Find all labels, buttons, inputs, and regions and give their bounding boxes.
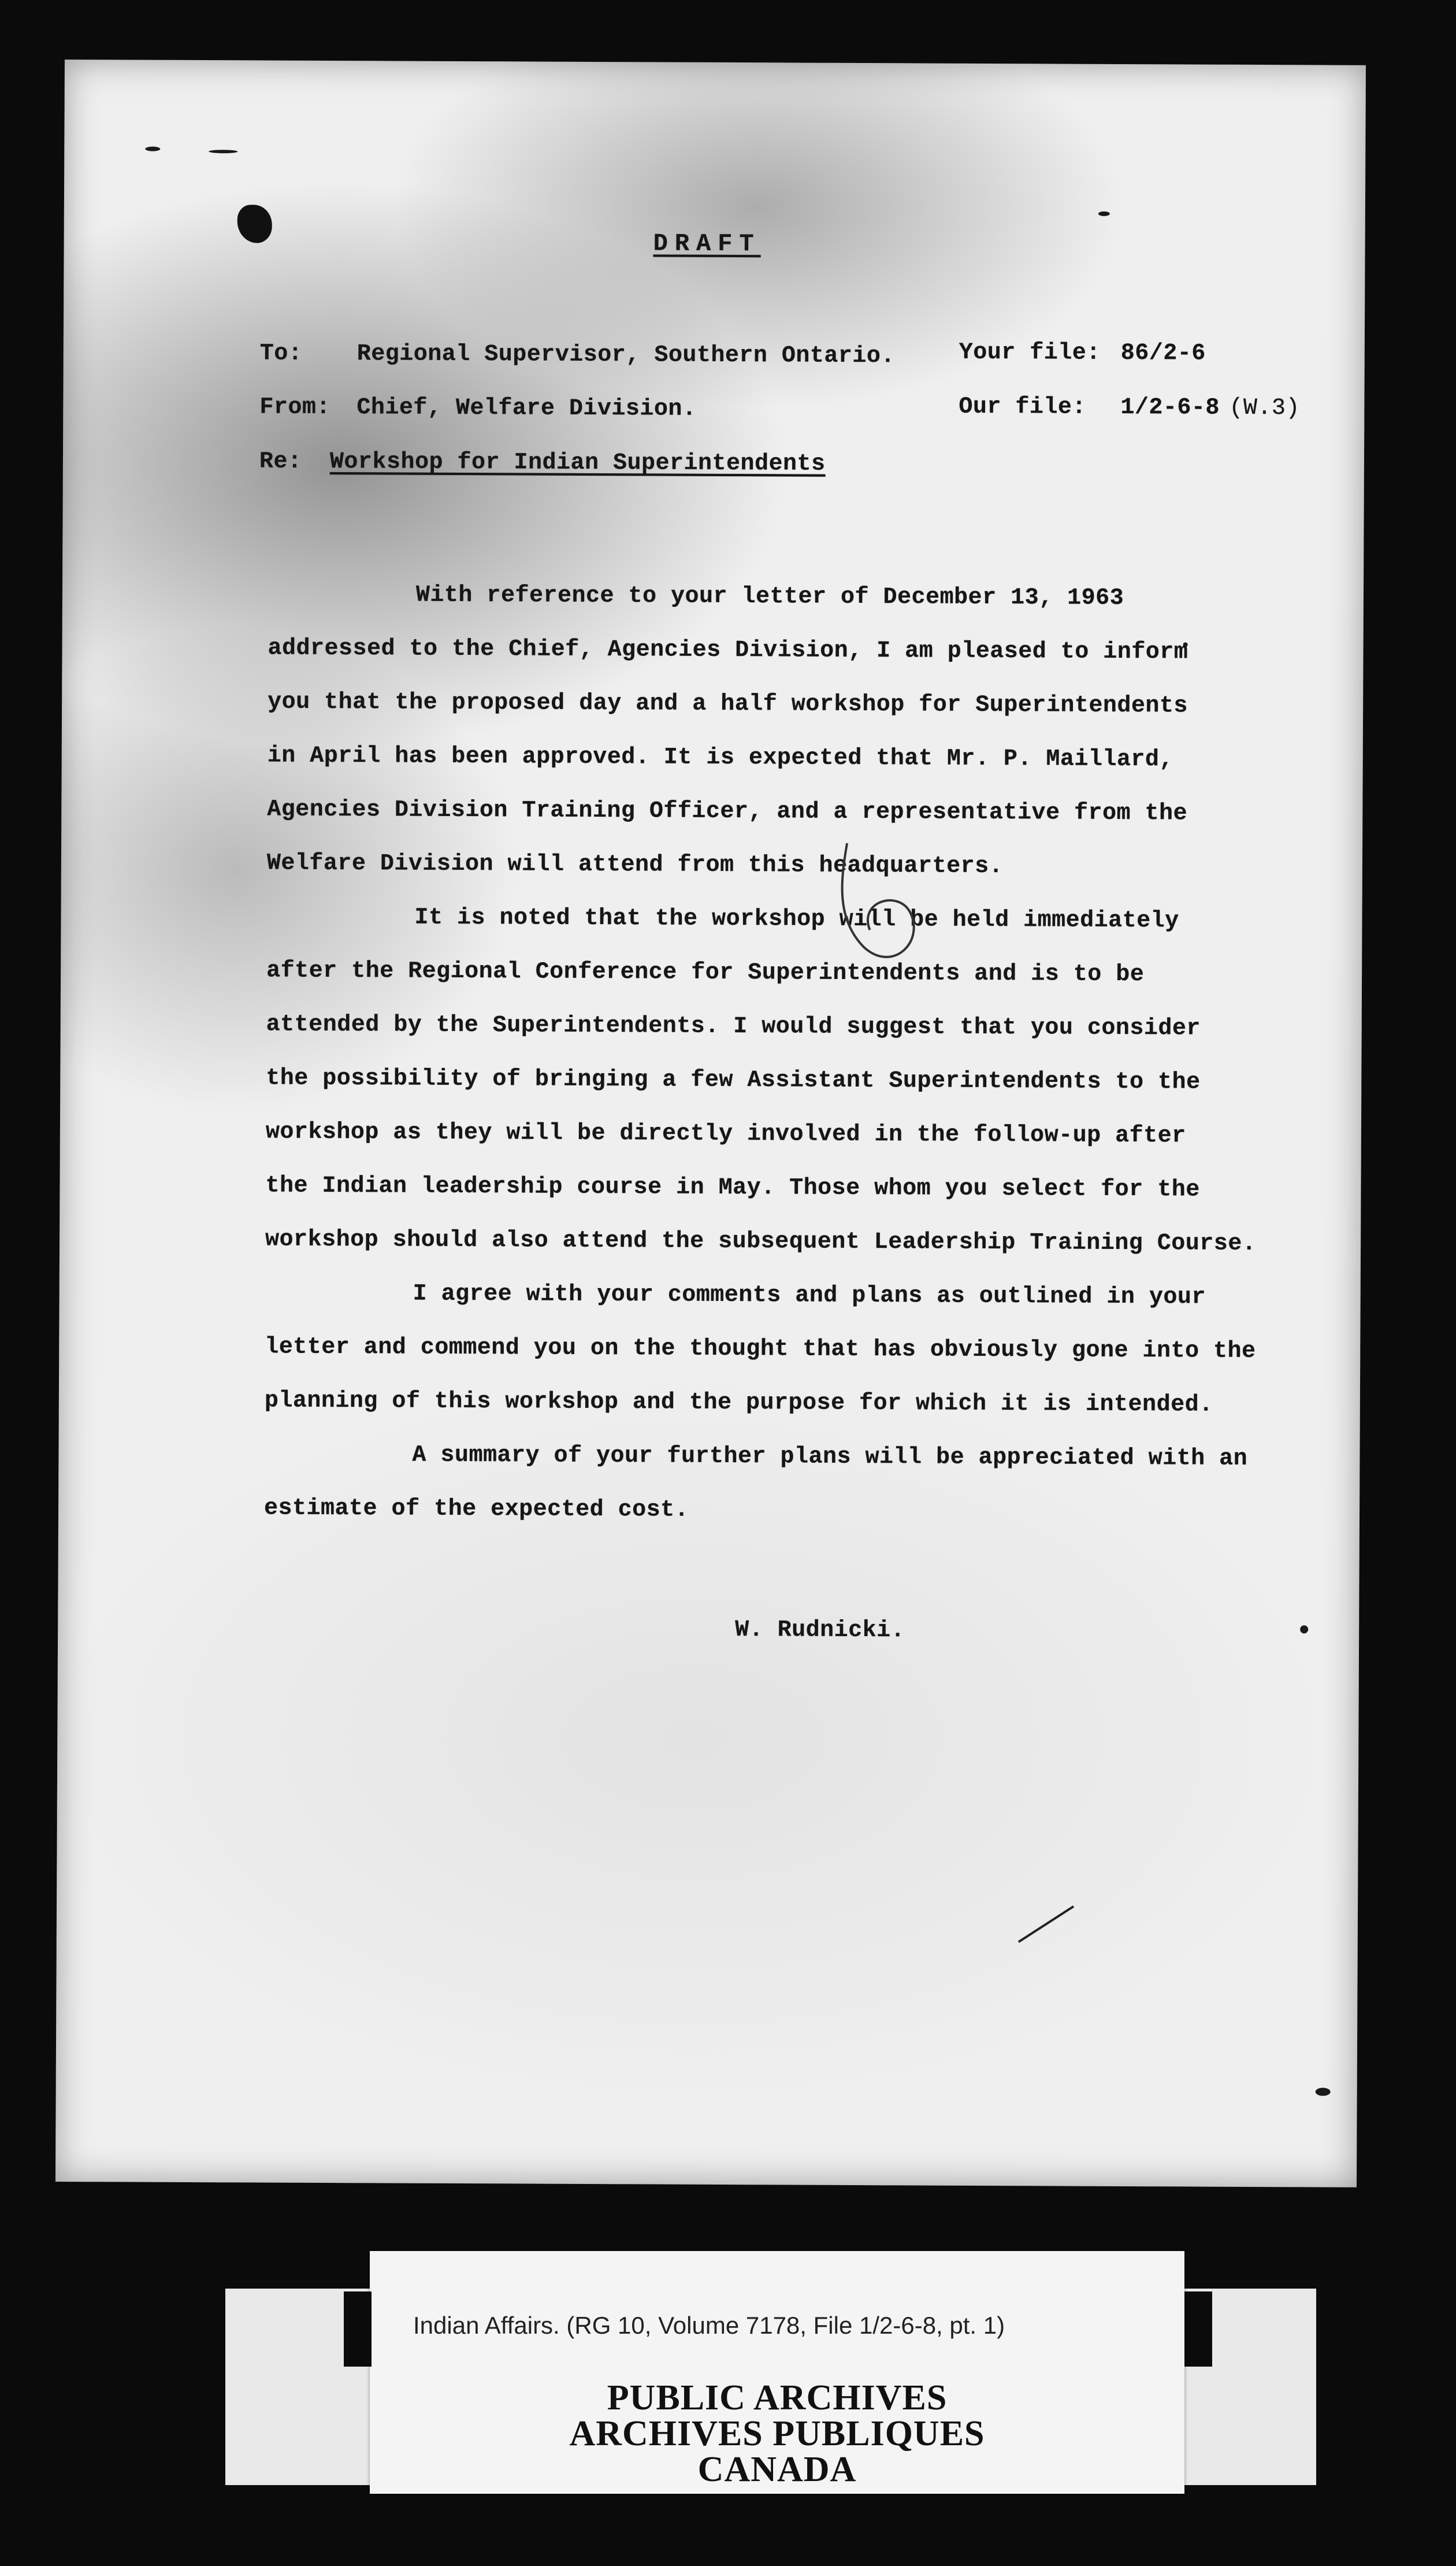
archive-country: CANADA <box>697 2450 857 2489</box>
speck <box>209 150 237 153</box>
body-line: you that the proposed day and a half workshop for Superintendents <box>268 689 1188 720</box>
our-file-value: 1/2-6-8 <box>1120 394 1220 421</box>
to-label: To: <box>259 340 303 367</box>
signature: W. Rudnicki. <box>735 1617 905 1644</box>
body-line: attended by the Superintendents. I would suggest that you consider <box>266 1011 1201 1042</box>
ink-blot <box>237 205 272 243</box>
body-line: Welfare Division will attend from this headquarters. <box>266 850 1004 880</box>
memo-title: DRAFT <box>653 229 761 258</box>
archive-name-en: PUBLIC ARCHIVES <box>607 2378 948 2417</box>
body-line: after the Regional Conference for Superintendents and is to be <box>266 958 1145 988</box>
to-value: Regional Supervisor, Southern Ontario. <box>356 341 896 370</box>
body-line: With reference to your letter of December 13, 1963 <box>415 582 1124 612</box>
body-line: Agencies Division Training Officer, and a representative from the <box>267 796 1188 827</box>
your-file-label: Your file: <box>959 339 1101 366</box>
speck <box>1300 1625 1308 1633</box>
archive-name-fr: ARCHIVES PUBLIQUES <box>569 2414 985 2453</box>
body-line: letter and commend you on the thought that has obviously gone into the <box>265 1334 1256 1365</box>
body-line: the Indian leadership course in May. Those whom you select for the <box>265 1173 1200 1203</box>
re-label: Re: <box>259 448 302 475</box>
body-line: I agree with your comments and plans as outlined in your <box>413 1281 1206 1311</box>
body-line: A summary of your further plans will be appreciated with an <box>412 1442 1248 1472</box>
re-value: Workshop for Indian Superintendents <box>329 449 826 477</box>
body-line: the possibility of bringing a few Assistant Superintendents to the <box>266 1065 1201 1096</box>
from-label: From: <box>259 394 331 421</box>
document-page <box>55 60 1366 2187</box>
body-line: addressed to the Chief, Agencies Division, I am pleased to inform <box>268 635 1188 666</box>
speck <box>1316 2087 1331 2096</box>
our-file-label: Our file: <box>959 394 1087 421</box>
archive-reference: Indian Affairs. (RG 10, Volume 7178, File 1/2-6-8, pt. 1) <box>413 2312 1005 2339</box>
body-line: planning of this workshop and the purpose for which it is intended. <box>264 1388 1213 1418</box>
body-line: It is noted that the workshop will be held immediately <box>414 904 1179 935</box>
body-line: in April has been approved. It is expected that Mr. P. Maillard, <box>267 743 1174 773</box>
our-file-note: (W.3) <box>1229 395 1301 422</box>
body-line: workshop as they will be directly involved in the follow-up after <box>265 1119 1186 1149</box>
label-tab <box>1184 2291 1212 2367</box>
body-line: workshop should also attend the subsequent Leadership Training Course. <box>265 1226 1257 1258</box>
speck <box>1098 212 1110 216</box>
body-line: estimate of the expected cost. <box>263 1495 689 1523</box>
pen-stroke-icon <box>1016 1901 1079 1948</box>
label-tab <box>344 2291 372 2367</box>
from-value: Chief, Welfare Division. <box>356 395 697 422</box>
your-file-value: 86/2-6 <box>1120 340 1206 367</box>
handwritten-mark-icon <box>823 832 939 982</box>
speck <box>145 147 160 151</box>
